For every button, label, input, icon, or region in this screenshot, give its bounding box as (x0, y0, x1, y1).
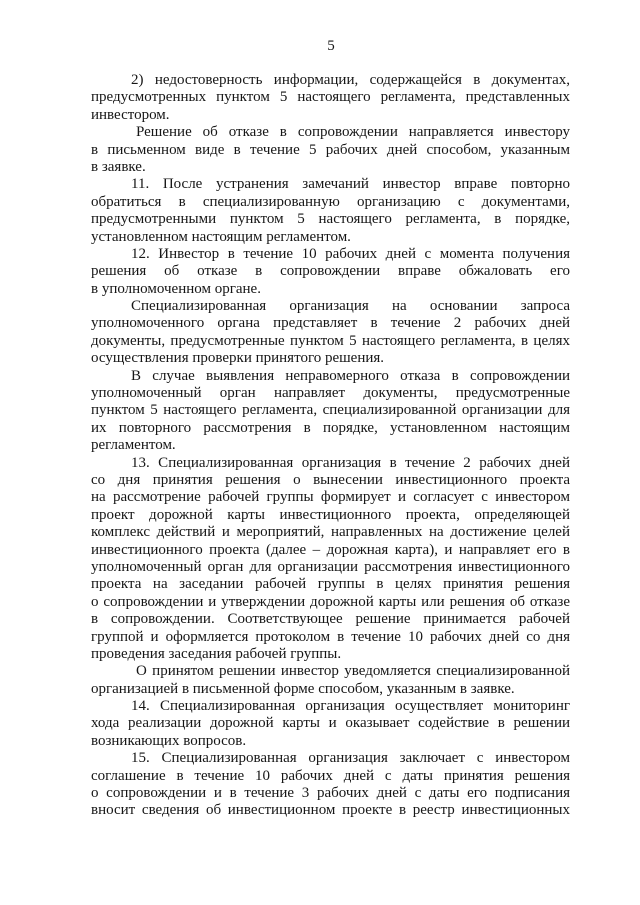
text-line: предусмотренными пунктом 5 настоящего регламента, в порядке, (91, 211, 570, 228)
paragraph (91, 298, 570, 368)
text-line: 15. Специализированная организация заключает с инвестором (131, 750, 570, 767)
paragraph (91, 455, 570, 664)
text-line: 13. Специализированная организация в течение 2 рабочих дней (131, 454, 570, 471)
text-line: группой и оформляется протоколом в течение 10 рабочих дней со дня (91, 628, 570, 645)
text-line: О принятом решении инвестор уведомляется специализированной (136, 663, 570, 680)
page-number: 5 (327, 38, 335, 54)
text-line: инвестиционного проекта (далее – дорожная карта), и направляет его в (91, 541, 570, 558)
text-line: на рассмотрение рабочей группы формирует и согласует с инвестором (91, 489, 570, 506)
text-line: проект дорожной карты инвестиционного проекта, определяющей (91, 506, 570, 523)
text-line: осуществления проверки принятого решения. (91, 350, 385, 367)
text-line: обратиться в специализированную организацию с документами, (91, 193, 570, 210)
text-line: их повторного рассмотрения в порядке, установленном настоящим (91, 419, 570, 436)
text-line: комплекс действий и мероприятий, направленных на достижение целей (91, 524, 570, 541)
document-body (91, 72, 570, 820)
text-line: соглашение в течение 10 рабочих дней с даты принятия решения (91, 767, 570, 784)
text-line: в письменном виде в течение 5 рабочих дней способом, указанным (91, 141, 570, 158)
paragraph (91, 72, 570, 124)
text-line: вносит сведения об инвестиционном проекте в реестр инвестиционных (91, 802, 570, 819)
text-line: пунктом 5 настоящего регламента, специализированной организации для (91, 402, 570, 419)
paragraph (91, 698, 570, 750)
text-line: со дня принятия решения о вынесении инвестиционного проекта (91, 471, 570, 488)
text-line: 11. После устранения замечаний инвестор вправе повторно (131, 176, 570, 193)
text-line: предусмотренных пунктом 5 настоящего регламента, представленных (91, 89, 570, 106)
text-line: в заявке. (91, 158, 146, 175)
paragraph (91, 124, 570, 176)
text-line: хода реализации дорожной карты и оказывает содействие в решении (91, 715, 570, 732)
text-line: о сопровождении и утверждении дорожной карты или решения об отказе (91, 593, 570, 610)
text-line: Специализированная организация на основании запроса (131, 298, 570, 315)
paragraph (91, 176, 570, 246)
text-line: организацией в письменной форме способом, указанным в заявке. (91, 680, 515, 697)
text-line: инвестором. (91, 106, 170, 123)
text-line: проекта на заседании рабочей группы в целях принятия решения (91, 576, 570, 593)
text-line: проведения заседания рабочей группы. (91, 645, 342, 662)
text-line: В случае выявления неправомерного отказа в сопровождении (131, 367, 570, 384)
text-line: о сопровождении и в течение 3 рабочих дней с даты его подписания (91, 785, 570, 802)
text-line: возникающих вопросов. (91, 732, 247, 749)
text-line: установленном настоящим регламентом. (91, 228, 351, 245)
text-line: 2) недостоверность информации, содержащейся в документах, (131, 72, 570, 88)
paragraph (91, 750, 570, 820)
text-line: уполномоченный орган для организации рассмотрения инвестиционного (91, 558, 570, 575)
text-line: 14. Специализированная организация осуществляет мониторинг (131, 698, 570, 715)
paragraph (91, 368, 570, 455)
text-line: решения об отказе в сопровождении вправе обжаловать его (91, 263, 570, 280)
text-line: уполномоченного органа представляет в течение 2 рабочих дней (91, 315, 570, 332)
text-line: 12. Инвестор в течение 10 рабочих дней с момента получения (131, 245, 570, 262)
text-line: документы, предусмотренные пунктом 5 настоящего регламента, в целях (91, 332, 570, 349)
paragraph (91, 663, 570, 698)
text-line: регламентом. (91, 437, 176, 454)
paragraph (91, 246, 570, 298)
text-line: в сопровождении. Соответствующее решение принимается рабочей (91, 611, 570, 628)
text-line: в уполномоченном органе. (91, 280, 261, 297)
text-line: Решение об отказе в сопровождении направляется инвестору (136, 124, 570, 141)
text-line: уполномоченный орган направляет документы, предусмотренные (91, 385, 570, 402)
